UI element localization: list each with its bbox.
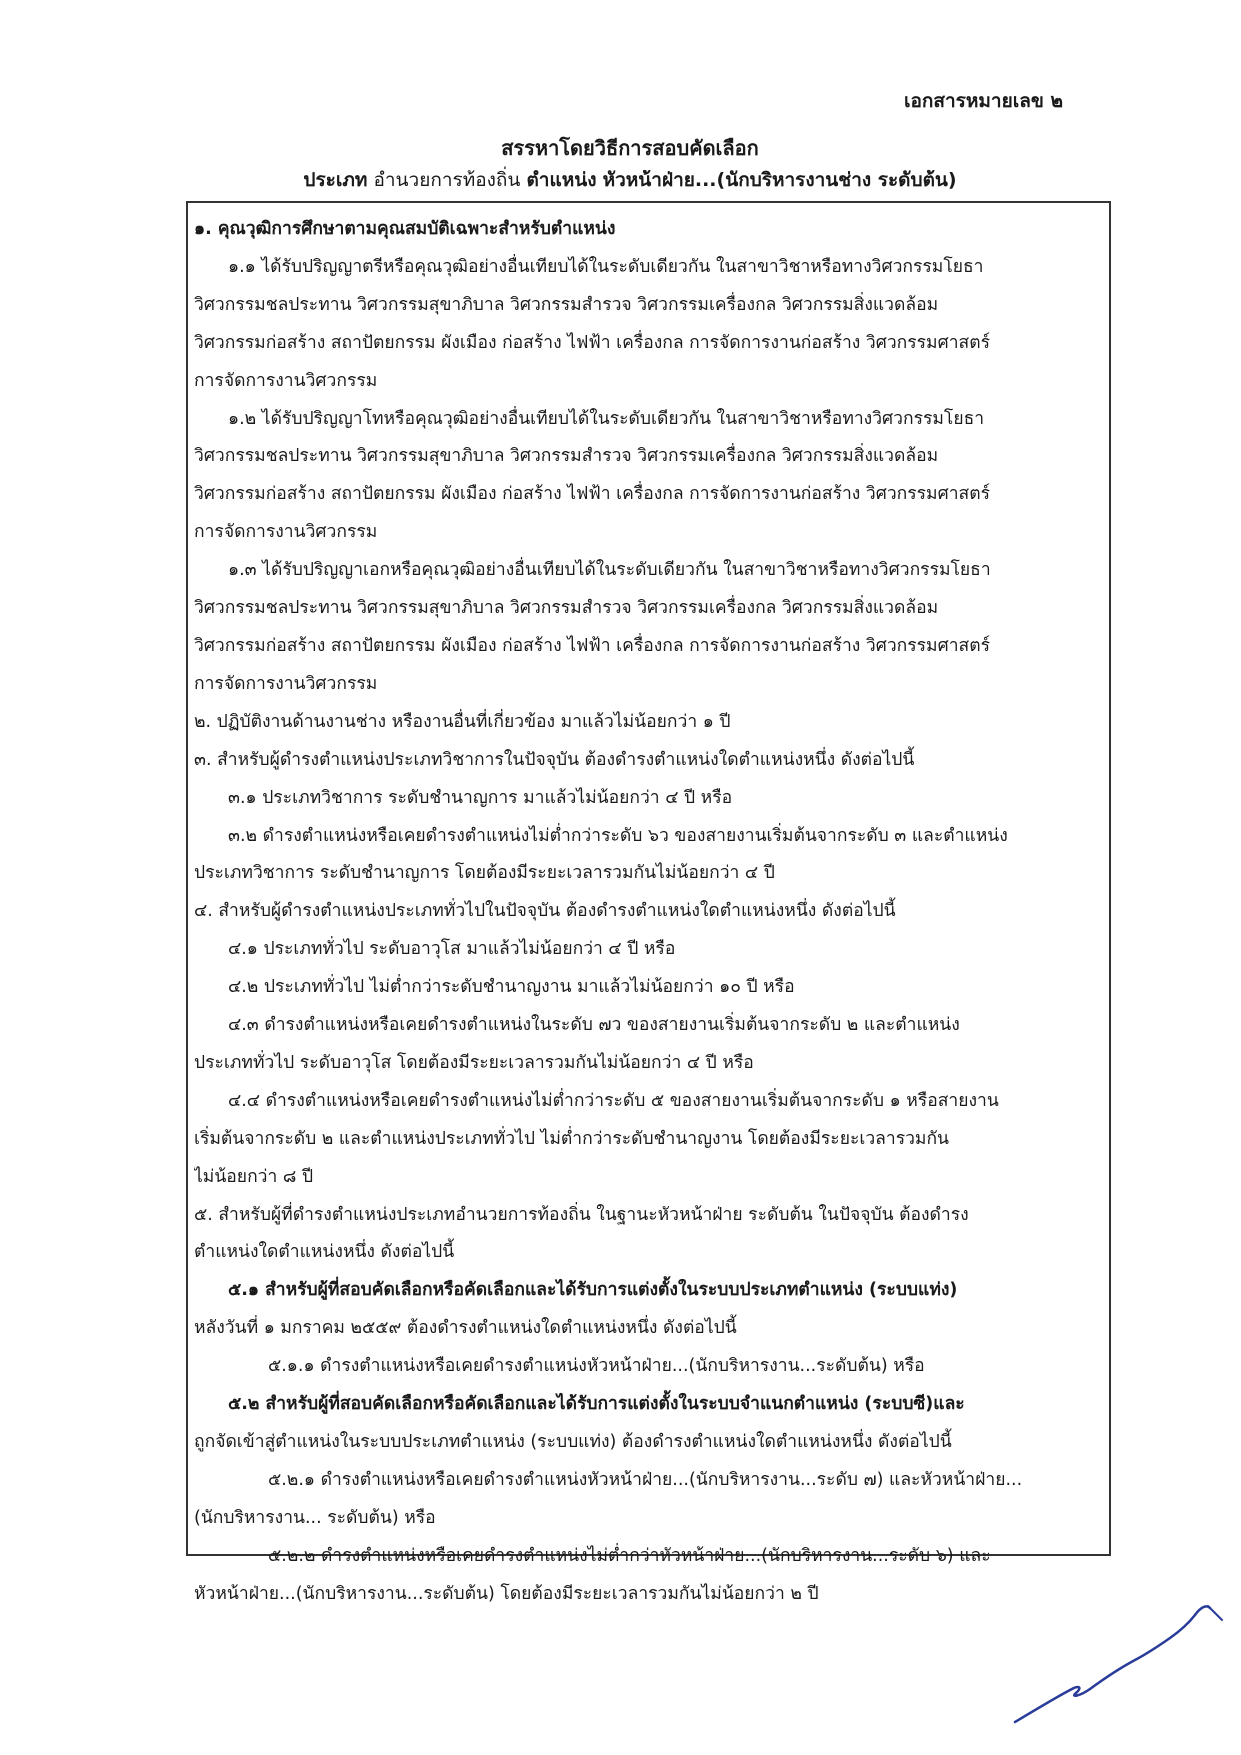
item-line: การจัดการงานวิศวกรรม	[194, 522, 378, 543]
section-heading: ๕. สำหรับผู้ที่ดำรงตำแหน่งประเภทอำนวยการท้องถิ่น ในฐานะหัวหน้าฝ่าย ระดับต้น ในปัจจุบัน ต้องดำรง	[194, 1204, 969, 1225]
item-line: เริ่มต้นจากระดับ ๒ และตำแหน่งประเภททั่วไป ไม่ต่ำกว่าระดับชำนาญงาน โดยต้องมีระยะเวลารวมกัน	[194, 1128, 950, 1149]
signature-mark	[1010, 1590, 1230, 1730]
type-label: ประเภท	[303, 169, 368, 191]
item-line: วิศวกรรมก่อสร้าง สถาปัตยกรรม ผังเมือง ก่อสร้าง ไฟฟ้า เครื่องกล การจัดการงานก่อสร้าง วิศวกรรมศาสตร์	[194, 484, 990, 505]
item-line: ๓.๒ ดำรงตำแหน่งหรือเคยดำรงตำแหน่งไม่ต่ำกว่าระดับ ๖ว ของสายงานเริ่มต้นจากระดับ ๓ และตำแหน่ง	[228, 825, 1008, 846]
section-heading: ๒. ปฏิบัติงานด้านงานช่าง หรืองานอื่นที่เกี่ยวข้อง มาแล้วไม่น้อยกว่า ๑ ปี	[194, 711, 731, 732]
qualifications-box	[186, 201, 1111, 1604]
item-line: ถูกจัดเข้าสู่ตำแหน่งในระบบประเภทตำแหน่ง (ระบบแท่ง) ต้องดำรงตำแหน่งใดตำแหน่งหนึ่ง ดังต่อไปนี้	[194, 1432, 952, 1452]
item-line: วิศวกรรมชลประทาน วิศวกรรมสุขาภิบาล วิศวกรรมสำรวจ วิศวกรรมเครื่องกล วิศวกรรมสิ่งแวดล้อม	[194, 598, 939, 619]
item-line: ตำแหน่งใดตำแหน่งหนึ่ง ดังต่อไปนี้	[194, 1242, 455, 1263]
document-title: สรรหาโดยวิธีการสอบคัดเลือก	[501, 136, 759, 160]
position-label: ตำแหน่ง	[526, 169, 597, 191]
item-line: ๑.๒ ได้รับปริญญาโทหรือคุณวุฒิอย่างอื่นเทียบได้ในระดับเดียวกัน ในสาขาวิชาหรือทางวิศวกรรมโยธา	[228, 408, 985, 429]
item-line: ประเภททั่วไป ระดับอาวุโส โดยต้องมีระยะเวลารวมกันไม่น้อยกว่า ๔ ปี หรือ	[194, 1052, 754, 1073]
item-line: ๓.๑ ประเภทวิชาการ ระดับชำนาญการ มาแล้วไม่น้อยกว่า ๔ ปี หรือ	[228, 787, 733, 808]
section-heading: ๑. คุณวุฒิการศึกษาตามคุณสมบัติเฉพาะสำหรับตำแหน่ง	[194, 219, 616, 239]
item-line: ๕.๒.๒ ดำรงตำแหน่งหรือเคยดำรงตำแหน่งไม่ต่ำกว่าหัวหน้าฝ่าย...(นักบริหารงาน...ระดับ ๖) และ	[268, 1545, 991, 1566]
item-line: การจัดการงานวิศวกรรม	[194, 370, 378, 391]
item-line: (นักบริหารงาน... ระดับต้น) หรือ	[194, 1507, 436, 1528]
item-line: ๕.๒ สำหรับผู้ที่สอบคัดเลือกหรือคัดเลือกและได้รับการแต่งตั้งในระบบจำแนกตำแหน่ง (ระบบซี)และ	[228, 1394, 965, 1415]
item-line: หลังวันที่ ๑ มกราคม ๒๕๕๙ ต้องดำรงตำแหน่งใดตำแหน่งหนึ่ง ดังต่อไปนี้	[194, 1318, 737, 1339]
item-line: ๔.๓ ดำรงตำแหน่งหรือเคยดำรงตำแหน่งในระดับ ๗ว ของสายงานเริ่มต้นจากระดับ ๒ และตำแหน่ง	[228, 1015, 960, 1036]
position-value: หัวหน้าฝ่าย...(นักบริหารงานช่าง ระดับต้น)	[602, 169, 957, 191]
item-line: ๕.๑.๑ ดำรงตำแหน่งหรือเคยดำรงตำแหน่งหัวหน้าฝ่าย...(นักบริหารงาน...ระดับต้น) หรือ	[268, 1356, 925, 1377]
item-line: วิศวกรรมชลประทาน วิศวกรรมสุขาภิบาล วิศวกรรมสำรวจ วิศวกรรมเครื่องกล วิศวกรรมสิ่งแวดล้อม	[194, 446, 939, 467]
item-line: ๔.๑ ประเภททั่วไป ระดับอาวุโส มาแล้วไม่น้อยกว่า ๔ ปี หรือ	[228, 939, 676, 960]
item-line: วิศวกรรมชลประทาน วิศวกรรมสุขาภิบาล วิศวกรรมสำรวจ วิศวกรรมเครื่องกล วิศวกรรมสิ่งแวดล้อม	[194, 294, 939, 315]
item-line: ๑.๓ ได้รับปริญญาเอกหรือคุณวุฒิอย่างอื่นเทียบได้ในระดับเดียวกัน ในสาขาวิชาหรือทางวิศวกรรมโยธา	[228, 560, 991, 581]
item-line: ๕.๑ สำหรับผู้ที่สอบคัดเลือกหรือคัดเลือกและได้รับการแต่งตั้งในระบบประเภทตำแหน่ง (ระบบแท่ง)	[228, 1280, 958, 1301]
item-line: วิศวกรรมก่อสร้าง สถาปัตยกรรม ผังเมือง ก่อสร้าง ไฟฟ้า เครื่องกล การจัดการงานก่อสร้าง วิศวกรรมศาสตร์	[194, 635, 990, 656]
document-subtitle	[150, 164, 1110, 196]
item-line: การจัดการงานวิศวกรรม	[194, 673, 378, 694]
item-line: ๑.๑ ได้รับปริญญาตรีหรือคุณวุฒิอย่างอื่นเทียบได้ในระดับเดียวกัน ในสาขาวิชาหรือทางวิศวกรรมโยธา	[228, 256, 984, 277]
item-line: ไม่น้อยกว่า ๘ ปี	[194, 1166, 314, 1187]
document-number: เอกสารหมายเลข ๒	[904, 90, 1063, 112]
section-heading: ๔. สำหรับผู้ดำรงตำแหน่งประเภททั่วไปในปัจจุบัน ต้องดำรงตำแหน่งใดตำแหน่งหนึ่ง ดังต่อไปนี้	[194, 901, 896, 922]
item-line: ประเภทวิชาการ ระดับชำนาญการ โดยต้องมีระยะเวลารวมกันไม่น้อยกว่า ๔ ปี	[194, 863, 775, 884]
item-line: หัวหน้าฝ่าย...(นักบริหารงาน...ระดับต้น) โดยต้องมีระยะเวลารวมกันไม่น้อยกว่า ๒ ปี	[194, 1583, 819, 1604]
item-line: วิศวกรรมก่อสร้าง สถาปัตยกรรม ผังเมือง ก่อสร้าง ไฟฟ้า เครื่องกล การจัดการงานก่อสร้าง วิศวกรรมศาสตร์	[194, 332, 990, 353]
item-line: ๔.๒ ประเภททั่วไป ไม่ต่ำกว่าระดับชำนาญงาน มาแล้วไม่น้อยกว่า ๑๐ ปี หรือ	[228, 977, 795, 998]
title-block	[150, 132, 1110, 196]
section-heading: ๓. สำหรับผู้ดำรงตำแหน่งประเภทวิชาการในปัจจุบัน ต้องดำรงตำแหน่งใดตำแหน่งหนึ่ง ดังต่อไปนี้	[194, 749, 915, 770]
item-line: ๔.๔ ดำรงตำแหน่งหรือเคยดำรงตำแหน่งไม่ต่ำกว่าระดับ ๕ ของสายงานเริ่มต้นจากระดับ ๑ หรือสายงาน	[228, 1090, 999, 1111]
type-value: อำนวยการท้องถิ่น	[373, 169, 521, 191]
item-line: ๕.๒.๑ ดำรงตำแหน่งหรือเคยดำรงตำแหน่งหัวหน้าฝ่าย...(นักบริหารงาน...ระดับ ๗) และหัวหน้าฝ่าย...	[268, 1469, 1023, 1490]
